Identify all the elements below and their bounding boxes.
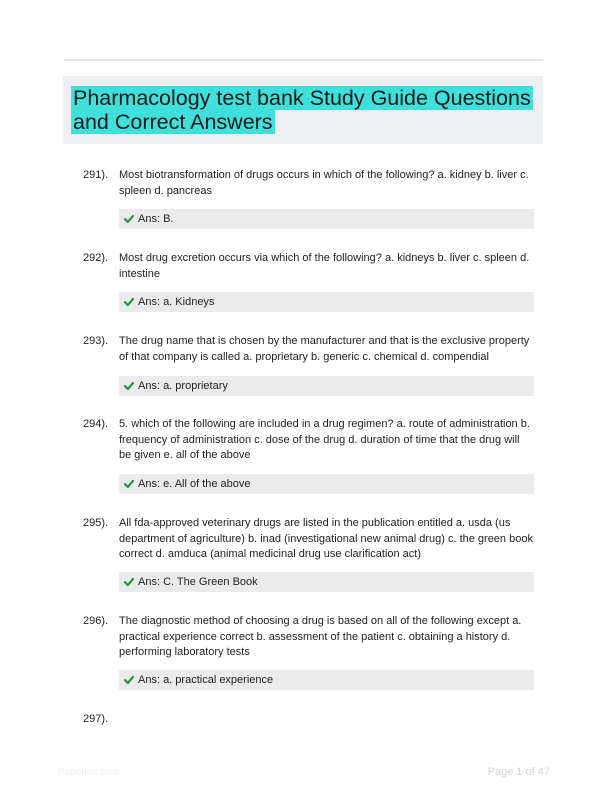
question-number: 293).	[83, 335, 109, 347]
check-icon	[124, 675, 134, 685]
question-number: 297).	[83, 713, 109, 725]
answer-text: Ans: a. Kidneys	[138, 296, 215, 308]
check-icon	[124, 479, 134, 489]
question-text: 5. which of the following are included in a drug regimen? a. route of administration b. frequency of administration c. dose of the drug d. duration of time that the drug will be given e. all of the above	[119, 418, 530, 461]
answer-box	[119, 670, 534, 690]
answer-text: Ans: a. practical experience	[138, 674, 274, 686]
question-text: All fda-approved veterinary drugs are listed in the publication entitled a. usda (us department of agriculture) b. inad (investigational new animal drug) c. the green book correct d. amduca (animal medicinal drug use clarification act)	[119, 517, 533, 560]
question-number: 295).	[83, 517, 109, 529]
answer-box	[119, 209, 534, 229]
question-text: The diagnostic method of choosing a drug is based on all of the following except a. practical experience correct b. assessment of the patient c. obtaining a history d. performing laboratory tests	[119, 615, 522, 658]
question-text: The drug name that is chosen by the manufacturer and that is the exclusive property of that company is called a. proprietary b. generic c. chemical d. compendial	[119, 335, 530, 363]
answer-box	[119, 376, 534, 396]
question-text: Most biotransformation of drugs occurs in which of the following? a. kidney b. liver c. spleen d. pancreas	[119, 169, 529, 197]
question-number: 294).	[83, 418, 109, 430]
check-icon	[124, 297, 134, 307]
footer-watermark: Paperlibr.com	[58, 767, 120, 778]
answer-box	[119, 572, 534, 592]
check-icon	[124, 577, 134, 587]
check-icon	[124, 381, 134, 391]
question-number: 292).	[83, 252, 109, 264]
answer-text: Ans: C. The Green Book	[138, 576, 258, 588]
answer-text: Ans: B.	[138, 213, 174, 225]
question-number: 296).	[83, 615, 109, 627]
question-number: 291).	[83, 169, 109, 181]
answer-text: Ans: e. All of the above	[138, 478, 251, 490]
page-number: Page 1 of 47	[487, 766, 550, 778]
answer-box	[119, 292, 534, 312]
top-rule	[64, 59, 543, 61]
page-title	[71, 86, 533, 134]
answer-text: Ans: a. proprietary	[138, 380, 228, 392]
title-box	[63, 76, 543, 144]
answer-box	[119, 474, 534, 494]
question-text: Most drug excretion occurs via which of the following? a. kidneys b. liver c. spleen d. intestine	[119, 252, 530, 280]
check-icon	[124, 214, 134, 224]
page-title-text: Pharmacology test bank Study Guide Questions and Correct Answers	[73, 86, 531, 134]
